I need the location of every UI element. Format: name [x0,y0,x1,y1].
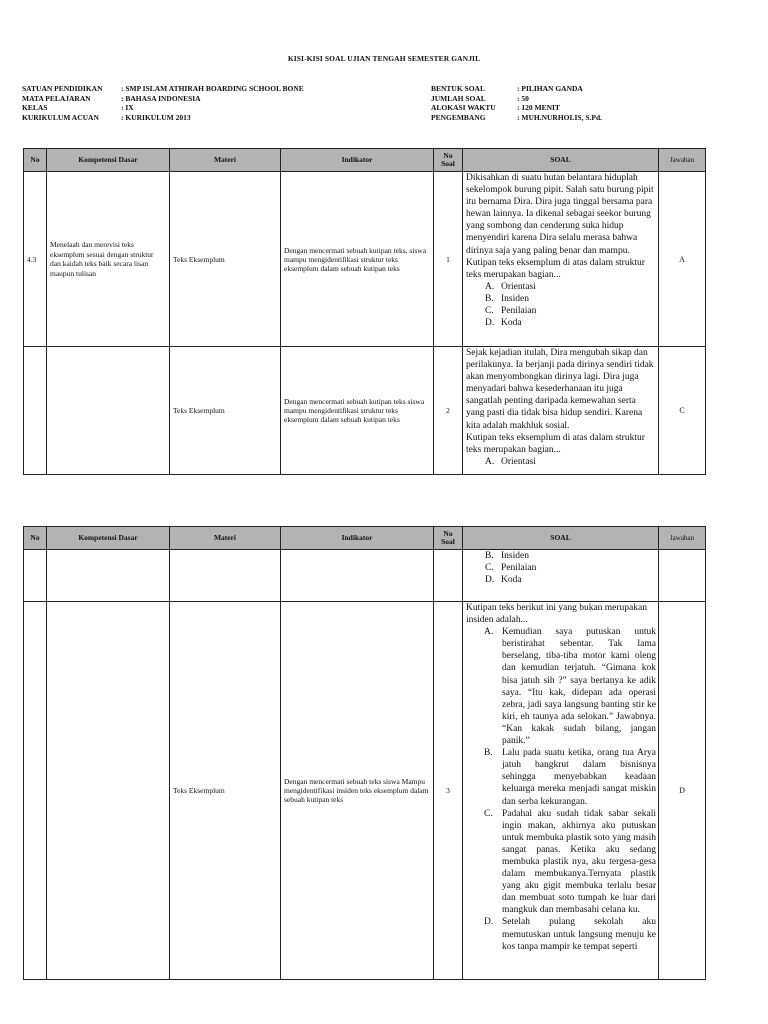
soal-question: Kutipan teks berikut ini yang bukan merupakan insiden adalah... [466,603,647,626]
cell-jawaban: C [659,347,706,475]
cell-soal [463,172,659,347]
meta-row-pengembang: PENGEMBANG : MUH.NURHOLIS, S.Pd. [431,112,603,122]
cell-materi: Teks Eksemplum [170,602,281,980]
cell-soal [463,550,659,602]
option-item: B. Insiden [485,293,529,304]
header-no-soal: No Soal [434,527,463,550]
option-list [466,550,656,586]
option-item: D. Koda [485,318,522,329]
option-item: C. Penilaian [485,563,537,574]
cell-kompetensi-dasar: Menelaah dan merevisi teks eksemplum sesuai dengan struktur dan kaidah teks baik secara lisan maupun tulisan [47,172,170,347]
meta-row-mapel: MATA PELAJARAN : BAHASA INDONESIA [22,93,201,103]
option-item: B. Insiden [485,551,529,561]
cell-kompetensi-dasar [47,550,170,602]
meta-row-kurikulum: KURIKULUM ACUAN : KURIKULUM 2013 [22,112,191,122]
meta-row-alokasi: ALOKASI WAKTU : 120 MENIT [431,103,560,112]
cell-indikator: Dengan mencermati sebuah teks siswa Mampu mengidentifikasi insiden teks eksemplum dalam sebuah kutipan teks [281,602,434,980]
soal-passage: Dikisahkan di suatu hutan belantara hiduplah sekelompok burung pipit. Salah satu burung pipit itu bernama Dira. Dira juga tinggal bersama para hewan lainnya. Ia dikenal sebagai seekor burung yang sombong dan cenderung suka hidup menyendiri karena Dira selalu merasa bahwa dirinya saja yang paling benar dan mampu. [466,173,654,256]
document-title: KISI-KISI SOAL UJIAN TENGAH SEMESTER GANJIL [287,54,481,63]
header-soal: SOAL [463,149,659,172]
header-indikator: Indikator [281,527,434,550]
meta-left-block [22,84,304,122]
option-item: B. Lalu pada suatu ketika, orang tua Arya jatuh bangkrut dalam bisnisnya sehingga menyebabkan keadaan keluarga mereka menjadi sangat miskin dan serba kekurangan. [484,748,656,807]
table-header-row [24,527,706,550]
cell-soal [463,602,659,980]
header-no: No [24,149,47,172]
header-kompetensi-dasar: Kompetensi Dasar [47,527,170,550]
kisi-table-2 [23,526,706,980]
header-jawaban: Jawaban [659,149,706,172]
cell-kompetensi-dasar [47,347,170,475]
header-soal: SOAL [463,527,659,550]
option-item: C. Penilaian [485,306,537,317]
option-item: D. Koda [485,575,522,586]
cell-indikator: Dengan mencermati sebuah kutipan teks, siswa mampu mengidentifikasi struktur teks eksemplum dalam sebuah kutipan teks [281,172,434,347]
header-materi: Materi [170,527,281,550]
table-row [24,347,706,475]
header-materi: Materi [170,149,281,172]
cell-no-soal: 2 [434,347,463,475]
kisi-table-1 [23,148,706,475]
option-list [466,456,656,468]
cell-soal [463,347,659,475]
option-item: D. Setelah pulang sekolah aku memutuskan untuk langsung menuju ke kos tanpa mampir ke tempat seperti [484,917,656,952]
soal-question: Kutipan teks eksemplum di atas dalam struktur teks merupakan bagian... [466,432,645,455]
cell-jawaban [659,550,706,602]
option-item: A. Orientasi [485,281,536,292]
cell-no: 4.3 [24,172,47,347]
cell-materi [170,550,281,602]
table-row [24,172,706,347]
meta-row-satuan: SATUAN PENDIDIKAN : SMP ISLAM ATHIRAH BOARDING SCHOOL BONE [22,84,304,93]
cell-kompetensi-dasar [47,602,170,980]
cell-no-soal: 3 [434,602,463,980]
soal-passage: Sejak kejadian itulah, Dira mengubah sikap dan perilakunya. Ia berjanji pada dirinya sendiri tidak akan menyombongkan dirinya lagi. Dira juga menyadari bahwa kesederhanaan itu juga sangatlah penting daripada kemewahan serta yang pasti dia tidak bisa hidup sendiri. Karena kita adalah makhluk sosial. [466,348,654,431]
table-row [24,602,706,980]
cell-no [24,550,47,602]
cell-materi: Teks Eksemplum [170,347,281,475]
cell-jawaban: D [659,602,706,980]
header-no: No [24,527,47,550]
meta-row-bentuk: BENTUK SOAL : PILIHAN GANDA [431,84,583,93]
cell-materi: Teks Eksemplum [170,172,281,347]
meta-right-block [431,84,602,122]
table-header-row [24,149,706,172]
meta-row-jumlah: JUMLAH SOAL : 50 [431,93,529,103]
header-no-soal: No Soal [434,149,463,172]
option-item: A. Orientasi [485,456,536,467]
cell-no-soal: 1 [434,172,463,347]
option-item: A. Kemudian saya putuskan untuk beristirahat sebentar. Tak lama berselang, tiba-tiba motor kami oleng dan kemudian terjatuh. “Gimana kok bisa jatuh sih ?” saya bertanya ke adik saya. “Itu kak, didepan ada operasi zebra, jadi saya langsung banting stir ke kiri, eh taunya ada selokan.” Jawabnya. “Kan kakak sudah bilang, jangan panik.” [484,627,656,747]
cell-indikator: Dengan mencermati sebuah kutipan teks siswa mampu mengidentifikasi struktur teks eksemplum dalam sebuah kutipan teks [281,347,434,475]
cell-jawaban: A [659,172,706,347]
cell-indikator [281,550,434,602]
header-jawaban: Jawaban [659,527,706,550]
soal-question: Kutipan teks eksemplum di atas dalam struktur teks merupakan bagian... [466,257,645,280]
cell-no [24,602,47,980]
table-row [24,550,706,602]
option-list [466,626,656,953]
meta-row-kelas: KELAS : IX [22,103,134,112]
cell-no-soal [434,550,463,602]
option-item: C. Padahal aku sudah tidak sabar sekali ingin makan, akhirnya aku putuskan untuk membuka plastik soto yang masih sangat panas. Ketika aku sedang membuka plastik nya, aku tergesa-gesa dalam membukanya.Ternyata plastik yang aku gigit membuka terlalu besar dan membuat soto tumpah ke luar dari mangkuk dan membasahi celana ku. [484,808,656,916]
header-indikator: Indikator [281,149,434,172]
header-kompetensi-dasar: Kompetensi Dasar [47,149,170,172]
cell-no [24,347,47,475]
option-list [466,281,656,329]
